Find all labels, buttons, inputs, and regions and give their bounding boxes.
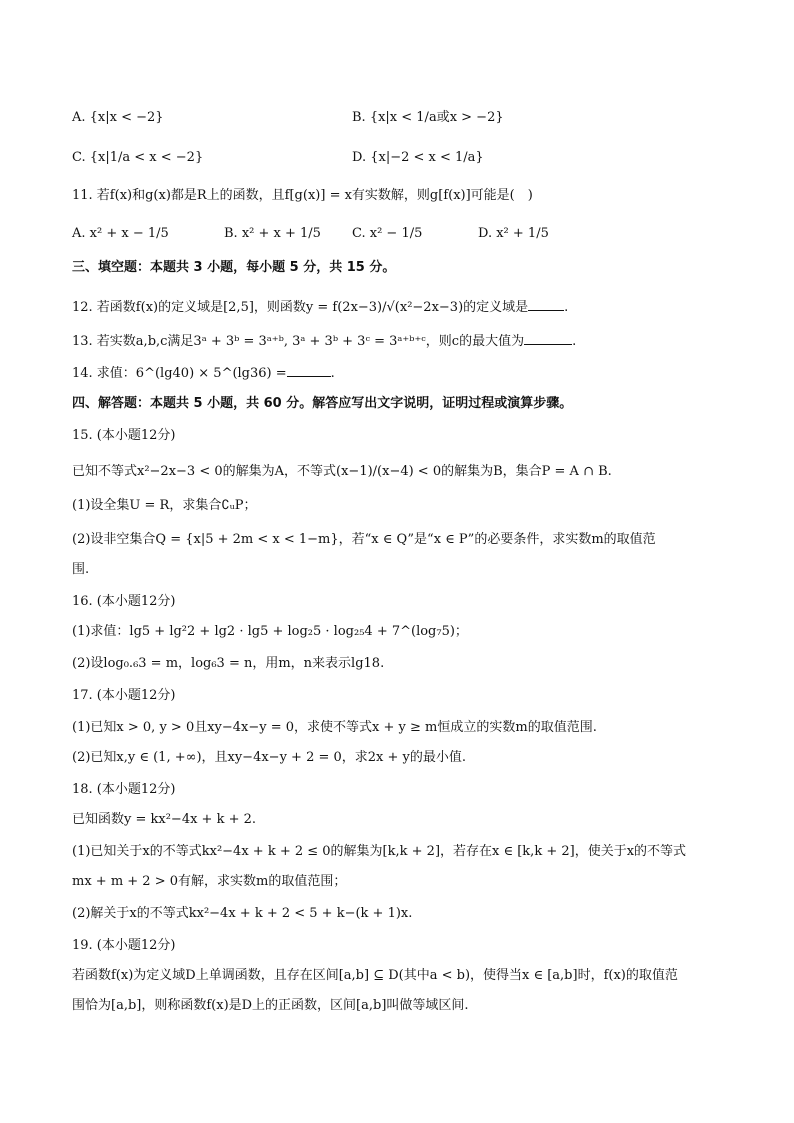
option-10-b: B. {x|x < 1/a或x > −2}: [352, 110, 504, 125]
question-18-line-1: 已知函数y = kx²−4x + k + 2.: [72, 812, 257, 827]
question-15-head: 15. (本小题12分): [72, 428, 176, 443]
question-19-line-2: 围恰为[a,b]，则称函数f(x)是D上的正函数，区间[a,b]叫做等域区间.: [72, 998, 469, 1013]
option-10-a: A. {x|x < −2}: [72, 110, 164, 125]
option-11-b: B. x² + x + 1/5: [224, 226, 321, 241]
question-13-end: .: [572, 334, 577, 349]
question-12-text: 12. 若函数f(x)的定义域是[2,5]，则函数y = f(2x−3)/√(x²−2x−3)的定义域是: [72, 300, 529, 315]
option-10-c: C. {x|1/a < x < −2}: [72, 150, 204, 165]
question-19-head: 19. (本小题12分): [72, 938, 176, 953]
question-11-stem: 11. 若f(x)和g(x)都是R上的函数，且f[g(x)] = x有实数解，则g[f(x)]可能是( ): [72, 188, 533, 203]
question-15-line-4: 围.: [72, 562, 90, 577]
question-17-line-2: (2)已知x,y ∈ (1, +∞)，且xy−4x−y + 2 = 0，求2x + y的最小值.: [72, 750, 467, 765]
option-10-d: D. {x|−2 < x < 1/a}: [352, 150, 484, 165]
question-18-head: 18. (本小题12分): [72, 782, 176, 797]
question-13: [72, 330, 576, 352]
question-15-line-3: (2)设非空集合Q = {x|5 + 2m < x < 1−m}，若“x ∈ Q”是“x ∈ P”的必要条件，求实数m的取值范: [72, 532, 656, 547]
question-12-end: .: [564, 300, 569, 315]
question-12: [72, 296, 568, 318]
question-17-head: 17. (本小题12分): [72, 688, 176, 703]
answer-blank: [287, 362, 331, 377]
question-15-line-1: 已知不等式x²−2x−3 < 0的解集为A，不等式(x−1)/(x−4) < 0的解集为B，集合P = A ∩ B.: [72, 464, 612, 479]
section-3-heading: 三、填空题：本题共 3 小题，每小题 5 分，共 15 分。: [72, 260, 396, 275]
question-16-line-1: (1)求值：lg5 + lg²2 + lg2 · lg5 + log₂5 · log₂₅4 + 7^(log₇5)；: [72, 624, 468, 639]
question-16-head: 16. (本小题12分): [72, 594, 176, 609]
option-11-c: C. x² − 1/5: [352, 226, 423, 241]
question-18-line-4: (2)解关于x的不等式kx²−4x + k + 2 < 5 + k−(k + 1)x.: [72, 906, 413, 921]
question-19-line-1: 若函数f(x)为定义域D上单调函数，且存在区间[a,b] ⊆ D(其中a < b)，使得当x ∈ [a,b]时，f(x)的取值范: [72, 968, 678, 983]
answer-blank: [528, 296, 564, 311]
question-13-text: 13. 若实数a,b,c满足3ᵃ + 3ᵇ = 3ᵃ⁺ᵇ, 3ᵃ + 3ᵇ + 3ᶜ = 3ᵃ⁺ᵇ⁺ᶜ，则c的最大值为: [72, 334, 525, 349]
option-11-d: D. x² + 1/5: [478, 226, 549, 241]
question-14-text: 14. 求值：6^(lg40) × 5^(lg36) =: [72, 366, 287, 381]
question-14-end: .: [330, 366, 335, 381]
question-16-line-2: (2)设log₀.₆3 = m，log₆3 = n，用m，n来表示lg18.: [72, 656, 385, 671]
question-18-line-2: (1)已知关于x的不等式kx²−4x + k + 2 ≤ 0的解集为[k,k + 2]，若存在x ∈ [k,k + 2]，使关于x的不等式: [72, 844, 687, 859]
question-14: [72, 362, 335, 384]
section-4-heading: 四、解答题：本题共 5 小题，共 60 分。解答应写出文字说明，证明过程或演算步骤。: [72, 396, 573, 411]
answer-blank: [524, 330, 572, 345]
option-11-a: A. x² + x − 1/5: [72, 226, 169, 241]
question-18-line-3: mx + m + 2 > 0有解，求实数m的取值范围；: [72, 874, 347, 889]
question-17-line-1: (1)已知x > 0, y > 0且xy−4x−y = 0，求使不等式x + y ≥ m恒成立的实数m的取值范围.: [72, 720, 597, 735]
question-15-line-2: (1)设全集U = R，求集合∁ᵤP；: [72, 498, 257, 513]
